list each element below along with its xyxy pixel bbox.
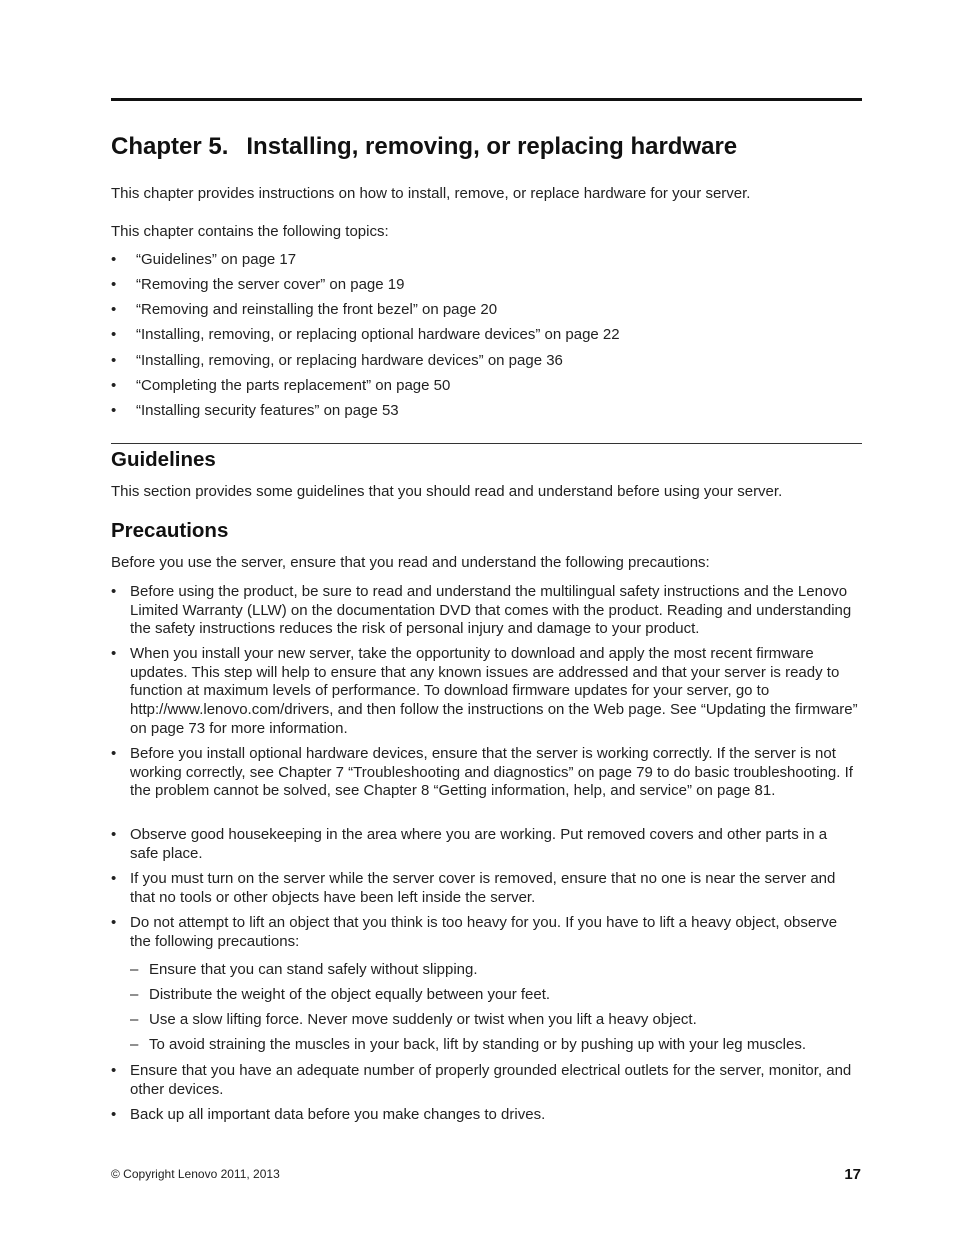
precautions-intro: Before you use the server, ensure that you read and understand the following precautions: xyxy=(111,554,710,571)
chapter-title-text: Installing, removing, or replacing hardware xyxy=(246,133,738,160)
lifting-subitem-text: To avoid straining the muscles in your back, lift by standing or by pushing up with your leg muscles. xyxy=(149,1036,806,1053)
bullet-marker: • xyxy=(111,251,117,268)
lifting-subitem-text: Distribute the weight of the object equally between your feet. xyxy=(149,986,551,1003)
page-number: 17 xyxy=(844,1166,861,1183)
precaution-item xyxy=(111,870,862,907)
chapter-number: Chapter 5. xyxy=(111,133,229,160)
bullet-marker: • xyxy=(111,583,117,600)
bullet-marker: • xyxy=(111,826,117,843)
bullet-marker: • xyxy=(111,326,117,343)
precaution-text: Ensure that you have an adequate number of properly grounded electrical outlets for the server, monitor, and other devices. xyxy=(130,1062,852,1098)
dash-marker: – xyxy=(130,961,139,978)
lifting-subitem-text: Use a slow lifting force. Never move suddenly or twist when you lift a heavy object. xyxy=(149,1011,697,1028)
guidelines-heading: Guidelines xyxy=(111,448,216,471)
copyright-notice: © Copyright Lenovo 2011, 2013 xyxy=(111,1167,280,1181)
precaution-text: When you install your new server, take the opportunity to download and apply the most recent firmware updates. This step will help to ensure that any known issues are addressed and that your server is ready to function at maximum levels of performance. To download firmware updates for your server, go to http://www.lenovo.com/drivers, and then follow the instructions on the Web page. See “Updating the firmware” on page 73 for more information. xyxy=(130,645,858,737)
precaution-text: Before using the product, be sure to read and understand the multilingual safety instructions and the Lenovo Limited Warranty (LLW) on the documentation DVD that comes with the product. Reading and understanding the safety instructions reduces the risk of personal injury and damage to your product. xyxy=(130,583,852,638)
lifting-subitem-text: Ensure that you can stand safely without slipping. xyxy=(149,961,478,978)
chapter-top-rule xyxy=(111,98,862,101)
topic-link[interactable]: “Removing the server cover” on page 19 xyxy=(136,276,405,293)
bullet-marker: • xyxy=(111,301,117,318)
topic-link[interactable]: “Completing the parts replacement” on page 50 xyxy=(136,377,451,394)
precaution-text: Do not attempt to lift an object that you think is too heavy for you. If you have to lift a heavy object, observe the following precautions: xyxy=(130,914,838,950)
topic-link[interactable]: “Removing and reinstalling the front bezel” on page 20 xyxy=(136,301,498,318)
bullet-marker: • xyxy=(111,914,117,931)
precaution-item xyxy=(111,745,862,801)
guidelines-text: This section provides some guidelines that you should read and understand before using your server. xyxy=(111,483,783,500)
topic-link[interactable]: “Installing, removing, or replacing optional hardware devices” on page 22 xyxy=(136,326,620,343)
precaution-item xyxy=(111,645,862,739)
bullet-marker: • xyxy=(111,402,117,419)
chapter-title xyxy=(111,133,737,161)
precaution-text: Observe good housekeeping in the area where you are working. Put removed covers and other parts in a safe place. xyxy=(130,826,828,862)
bullet-marker: • xyxy=(111,352,117,369)
precaution-item xyxy=(111,1106,862,1125)
precaution-item xyxy=(111,583,862,639)
topic-link[interactable]: “Installing, removing, or replacing hardware devices” on page 36 xyxy=(136,352,563,369)
section-divider xyxy=(111,443,862,444)
bullet-marker: • xyxy=(111,377,117,394)
chapter-intro: This chapter provides instructions on how to install, remove, or replace hardware for your server. xyxy=(111,185,751,202)
topic-link[interactable]: “Guidelines” on page 17 xyxy=(136,251,297,268)
bullet-marker: • xyxy=(111,870,117,887)
bullet-marker: • xyxy=(111,1106,117,1123)
precaution-item xyxy=(111,1062,862,1099)
precaution-text: If you must turn on the server while the server cover is removed, ensure that no one is near the server and that no tools or other objects have been left inside the server. xyxy=(130,870,836,906)
precaution-text: Back up all important data before you make changes to drives. xyxy=(130,1106,546,1123)
dash-marker: – xyxy=(130,986,139,1003)
topics-intro: This chapter contains the following topics: xyxy=(111,223,389,240)
topic-link[interactable]: “Installing security features” on page 53 xyxy=(136,402,399,419)
dash-marker: – xyxy=(130,1011,139,1028)
precaution-text: Before you install optional hardware devices, ensure that the server is working correctly. If the server is not working correctly, see Chapter 7 “Troubleshooting and diagnostics” on page 79 to do basic troubleshooting. If the problem cannot be solved, see Chapter 8 “Getting information, help, and service” on page 81. xyxy=(130,745,853,800)
bullet-marker: • xyxy=(111,645,117,662)
dash-marker: – xyxy=(130,1036,139,1053)
bullet-marker: • xyxy=(111,276,117,293)
bullet-marker: • xyxy=(111,1062,117,1079)
precaution-item xyxy=(111,914,862,951)
precaution-item xyxy=(111,826,862,863)
bullet-marker: • xyxy=(111,745,117,762)
precautions-heading: Precautions xyxy=(111,519,229,542)
